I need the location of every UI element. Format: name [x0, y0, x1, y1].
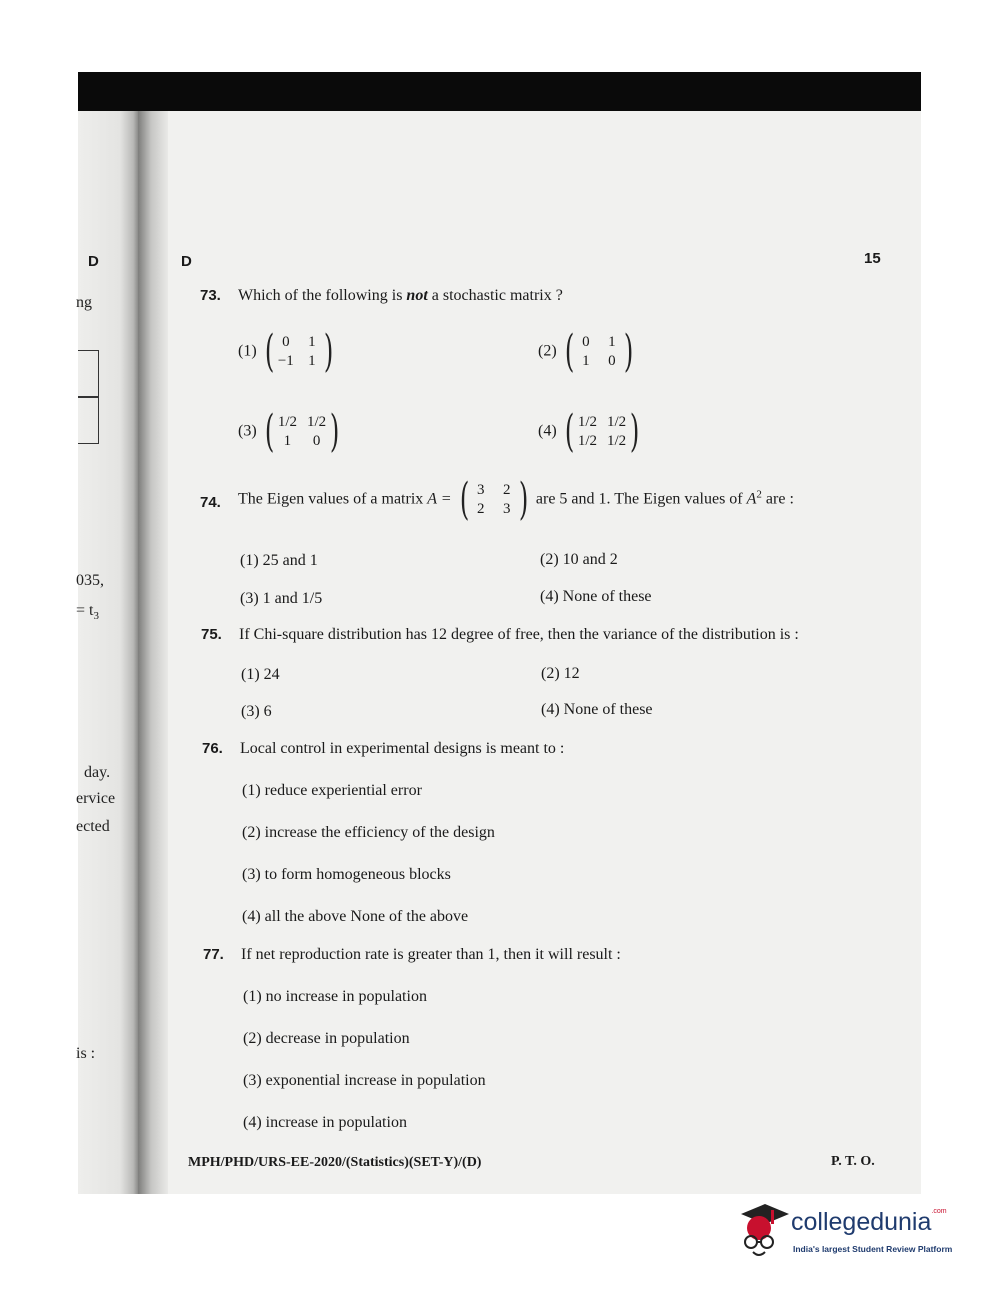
- option-77-4: (4) increase in population: [243, 1114, 407, 1131]
- prev-fragment: = $t_3$: [76, 602, 99, 623]
- page-number: 15: [864, 250, 881, 267]
- question-text: Which of the following is not a stochastic matrix ?: [238, 287, 563, 304]
- option-74-2: (2) 10 and 2: [540, 551, 618, 568]
- option-73-3: (3) ( 1/2 1/2 1 0 ): [238, 406, 340, 457]
- option-73-2: (2) ( 0 1 1 0 ): [538, 326, 634, 377]
- option-74-4: (4) None of these: [540, 588, 652, 605]
- question-76: [202, 740, 902, 762]
- prev-fragment: ected: [76, 818, 110, 835]
- previous-page-strip: [78, 111, 138, 1194]
- question-text: If Chi-square distribution has 12 degree of free, then the variance of the distribution is :: [239, 626, 799, 643]
- prev-table-box: [78, 396, 99, 444]
- option-74-3: (3) 1 and 1/5: [240, 590, 323, 607]
- option-77-3: (3) exponential increase in population: [243, 1072, 486, 1089]
- question-number: 75.: [201, 626, 222, 643]
- question-text: If net reproduction rate is greater than 1, then it will result :: [241, 946, 621, 963]
- question-73: [200, 287, 900, 309]
- option-76-2: (2) increase the efficiency of the design: [242, 824, 495, 841]
- question-number: 74.: [200, 494, 221, 511]
- prev-fragment: ng: [76, 294, 92, 311]
- option-73-1: (1) ( 0 1 −1 1 ): [238, 326, 334, 377]
- question-text: The Eigen values of a matrix A = ( 3 2 2 3 ) are 5 and 1. The Eigen values of $A^2$ are :: [238, 474, 794, 525]
- prev-fragment: day.: [84, 764, 111, 781]
- question-number: 73.: [200, 287, 221, 304]
- option-77-1: (1) no increase in population: [243, 988, 427, 1005]
- option-76-3: (3) to form homogeneous blocks: [242, 866, 451, 883]
- option-76-4: (4) all the above None of the above: [242, 908, 469, 925]
- option-75-3: (3) 6: [241, 703, 272, 720]
- section-code: D: [181, 253, 192, 270]
- option-74-1: (1) 25 and 1: [240, 552, 318, 569]
- option-75-2: (2) 12: [541, 665, 580, 682]
- question-77: [203, 946, 903, 968]
- collegedunia-logo: [735, 1198, 965, 1268]
- scan-top-bar: [78, 72, 921, 111]
- question-number: 77.: [203, 946, 224, 963]
- prev-fragment: ervice: [76, 790, 116, 807]
- question-75: [201, 626, 911, 648]
- prev-table-box: [78, 350, 99, 398]
- question-text: Local control in experimental designs is meant to :: [240, 740, 565, 757]
- prev-fragment: 035,: [76, 572, 104, 589]
- option-75-1: (1) 24: [241, 666, 280, 683]
- scanned-page: [78, 72, 921, 1194]
- question-number: 76.: [202, 740, 223, 757]
- footer-pto: P. T. O.: [831, 1154, 875, 1169]
- mascot-icon: [735, 1198, 791, 1260]
- prev-fragment: is :: [76, 1045, 96, 1062]
- prev-section-code: D: [88, 253, 99, 270]
- brand-tagline: India's largest Student Review Platform: [793, 1244, 953, 1254]
- footer-code: MPH/PHD/URS-EE-2020/(Statistics)(SET-Y)/(D): [188, 1155, 482, 1170]
- option-73-4: (4) ( 1/2 1/2 1/2 1/2 ): [538, 406, 640, 457]
- brand-name: collegedunia$^{.com}$: [791, 1208, 947, 1236]
- question-74: [200, 474, 910, 534]
- option-77-2: (2) decrease in population: [243, 1030, 410, 1047]
- page-fold-shadow: [138, 111, 168, 1194]
- option-76-1: (1) reduce experiential error: [242, 782, 422, 799]
- option-75-4: (4) None of these: [541, 701, 653, 718]
